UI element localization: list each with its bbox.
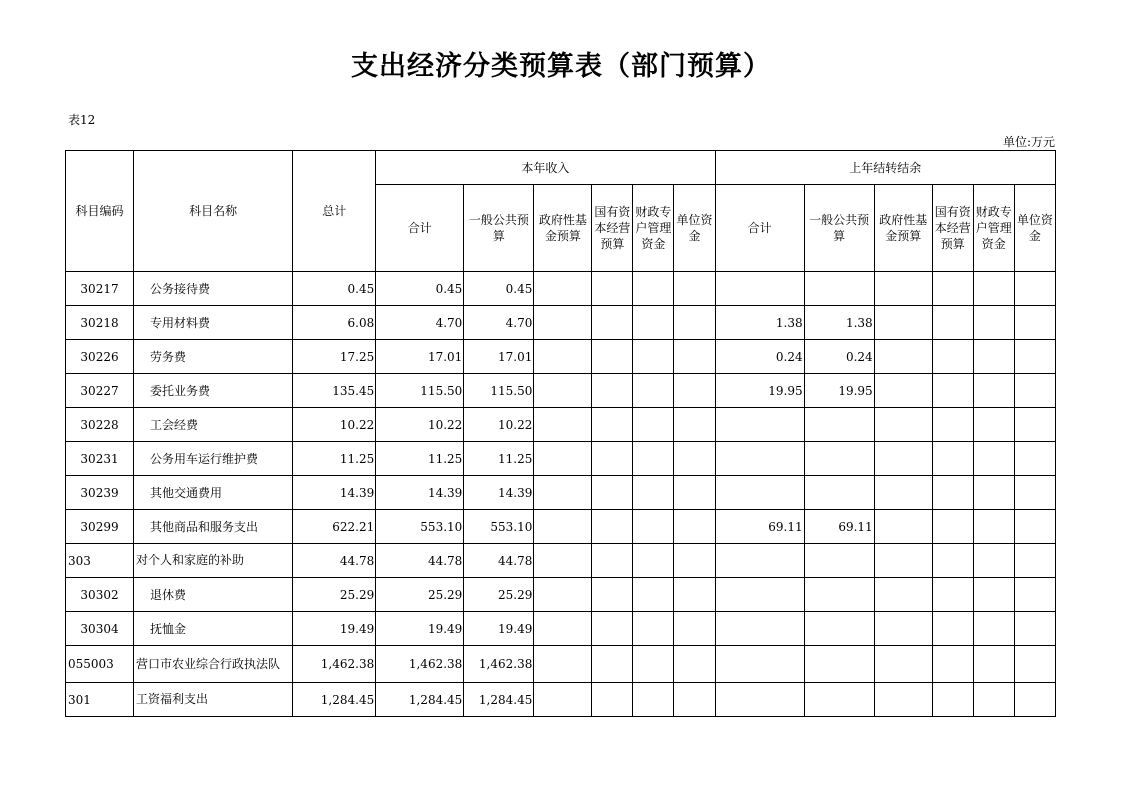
row-prev-unit-fund — [1014, 340, 1055, 374]
row-cur-state-capital — [592, 476, 633, 510]
row-name: 抚恤金 — [134, 612, 293, 646]
row-prev-unit-fund — [1014, 408, 1055, 442]
row-cur-fiscal-special — [633, 272, 674, 306]
table-row — [66, 442, 1056, 476]
row-code: 30299 — [66, 510, 134, 544]
row-cur-sum: 4.70 — [376, 306, 464, 340]
table-header — [66, 151, 1056, 272]
header-carryover: 上年结转结余 — [715, 151, 1055, 185]
table-row — [66, 510, 1056, 544]
row-prev-fiscal-special — [973, 374, 1014, 408]
row-prev-sum — [715, 442, 804, 476]
row-prev-sum — [715, 476, 804, 510]
row-cur-gov-fund — [534, 646, 592, 683]
row-cur-state-capital — [592, 646, 633, 683]
row-name: 退休费 — [134, 578, 293, 612]
row-prev-unit-fund — [1014, 476, 1055, 510]
header-cur-fiscal-special: 财政专户管理资金 — [633, 185, 674, 272]
row-cur-sum: 19.49 — [376, 612, 464, 646]
budget-table — [65, 150, 1056, 717]
row-cur-state-capital — [592, 272, 633, 306]
row-name: 公务接待费 — [134, 272, 293, 306]
row-cur-unit-fund — [674, 544, 715, 578]
unit-label: 单位:万元 — [1002, 135, 1055, 149]
row-name: 营口市农业综合行政执法队 — [134, 646, 293, 683]
header-cur-general: 一般公共预算 — [464, 185, 534, 272]
row-code: 30218 — [66, 306, 134, 340]
row-cur-state-capital — [592, 340, 633, 374]
row-cur-general: 4.70 — [464, 306, 534, 340]
header-current-income: 本年收入 — [376, 151, 715, 185]
row-prev-fiscal-special — [973, 683, 1014, 717]
row-prev-sum: 69.11 — [715, 510, 804, 544]
row-prev-unit-fund — [1014, 306, 1055, 340]
row-cur-general: 0.45 — [464, 272, 534, 306]
row-prev-sum: 1.38 — [715, 306, 804, 340]
row-cur-state-capital — [592, 578, 633, 612]
row-code: 30302 — [66, 578, 134, 612]
row-cur-general: 553.10 — [464, 510, 534, 544]
row-total: 135.45 — [293, 374, 376, 408]
row-prev-general — [804, 612, 874, 646]
row-prev-general — [804, 476, 874, 510]
row-total: 17.25 — [293, 340, 376, 374]
row-cur-fiscal-special — [633, 578, 674, 612]
row-code: 30304 — [66, 612, 134, 646]
row-cur-gov-fund — [534, 578, 592, 612]
row-prev-state-capital — [932, 578, 973, 612]
row-cur-general: 1,284.45 — [464, 683, 534, 717]
row-cur-fiscal-special — [633, 442, 674, 476]
row-cur-fiscal-special — [633, 340, 674, 374]
table-body — [66, 272, 1056, 717]
header-cur-state-capital: 国有资本经营预算 — [592, 185, 633, 272]
table-row — [66, 306, 1056, 340]
row-prev-sum — [715, 272, 804, 306]
row-prev-sum: 19.95 — [715, 374, 804, 408]
table-row — [66, 272, 1056, 306]
row-code: 30227 — [66, 374, 134, 408]
row-prev-sum — [715, 578, 804, 612]
row-prev-general — [804, 272, 874, 306]
row-cur-general: 10.22 — [464, 408, 534, 442]
row-prev-unit-fund — [1014, 578, 1055, 612]
row-prev-gov-fund — [874, 442, 932, 476]
row-cur-general: 1,462.38 — [464, 646, 534, 683]
row-cur-general: 25.29 — [464, 578, 534, 612]
row-name: 公务用车运行维护费 — [134, 442, 293, 476]
table-row — [66, 340, 1056, 374]
row-prev-state-capital — [932, 510, 973, 544]
row-cur-gov-fund — [534, 374, 592, 408]
row-cur-gov-fund — [534, 612, 592, 646]
table-row — [66, 476, 1056, 510]
row-prev-general: 0.24 — [804, 340, 874, 374]
row-code: 30228 — [66, 408, 134, 442]
row-code: 303 — [66, 544, 134, 578]
row-prev-general: 19.95 — [804, 374, 874, 408]
row-name: 劳务费 — [134, 340, 293, 374]
row-prev-fiscal-special — [973, 306, 1014, 340]
row-total: 0.45 — [293, 272, 376, 306]
row-cur-general: 44.78 — [464, 544, 534, 578]
row-total: 1,284.45 — [293, 683, 376, 717]
row-prev-fiscal-special — [973, 272, 1014, 306]
row-prev-gov-fund — [874, 646, 932, 683]
row-total: 10.22 — [293, 408, 376, 442]
row-prev-state-capital — [932, 544, 973, 578]
row-name: 对个人和家庭的补助 — [134, 544, 293, 578]
row-prev-fiscal-special — [973, 612, 1014, 646]
row-prev-gov-fund — [874, 544, 932, 578]
row-prev-fiscal-special — [973, 408, 1014, 442]
row-cur-fiscal-special — [633, 683, 674, 717]
row-cur-gov-fund — [534, 272, 592, 306]
row-cur-fiscal-special — [633, 476, 674, 510]
row-prev-unit-fund — [1014, 646, 1055, 683]
row-prev-general — [804, 408, 874, 442]
row-total: 6.08 — [293, 306, 376, 340]
table-number: 表12 — [68, 113, 96, 127]
row-prev-sum — [715, 683, 804, 717]
row-cur-general: 11.25 — [464, 442, 534, 476]
row-cur-unit-fund — [674, 683, 715, 717]
table-row — [66, 646, 1056, 683]
row-cur-gov-fund — [534, 683, 592, 717]
row-prev-gov-fund — [874, 374, 932, 408]
row-cur-fiscal-special — [633, 612, 674, 646]
row-cur-unit-fund — [674, 612, 715, 646]
row-prev-unit-fund — [1014, 510, 1055, 544]
row-cur-unit-fund — [674, 408, 715, 442]
row-cur-general: 115.50 — [464, 374, 534, 408]
row-cur-fiscal-special — [633, 544, 674, 578]
row-cur-state-capital — [592, 612, 633, 646]
row-cur-sum: 553.10 — [376, 510, 464, 544]
row-prev-fiscal-special — [973, 544, 1014, 578]
row-prev-state-capital — [932, 408, 973, 442]
row-cur-fiscal-special — [633, 646, 674, 683]
row-prev-unit-fund — [1014, 683, 1055, 717]
row-prev-general — [804, 442, 874, 476]
row-prev-general: 1.38 — [804, 306, 874, 340]
row-cur-general: 17.01 — [464, 340, 534, 374]
row-prev-sum — [715, 612, 804, 646]
row-prev-gov-fund — [874, 578, 932, 612]
row-cur-unit-fund — [674, 306, 715, 340]
row-cur-fiscal-special — [633, 510, 674, 544]
row-cur-gov-fund — [534, 544, 592, 578]
header-prev-sum: 合计 — [715, 185, 804, 272]
table-row — [66, 683, 1056, 717]
row-prev-gov-fund — [874, 476, 932, 510]
table-row — [66, 374, 1056, 408]
row-total: 25.29 — [293, 578, 376, 612]
row-prev-sum: 0.24 — [715, 340, 804, 374]
row-prev-state-capital — [932, 272, 973, 306]
row-prev-gov-fund — [874, 340, 932, 374]
row-prev-sum — [715, 408, 804, 442]
row-name: 其他交通费用 — [134, 476, 293, 510]
row-cur-fiscal-special — [633, 408, 674, 442]
row-total: 14.39 — [293, 476, 376, 510]
row-cur-unit-fund — [674, 340, 715, 374]
row-cur-gov-fund — [534, 442, 592, 476]
table-row — [66, 408, 1056, 442]
row-prev-general — [804, 683, 874, 717]
row-cur-general: 14.39 — [464, 476, 534, 510]
header-prev-fiscal-special: 财政专户管理资金 — [973, 185, 1014, 272]
row-prev-fiscal-special — [973, 578, 1014, 612]
row-cur-fiscal-special — [633, 306, 674, 340]
row-cur-gov-fund — [534, 340, 592, 374]
row-prev-gov-fund — [874, 683, 932, 717]
row-prev-state-capital — [932, 340, 973, 374]
header-cur-gov-fund: 政府性基金预算 — [534, 185, 592, 272]
row-prev-unit-fund — [1014, 272, 1055, 306]
row-prev-fiscal-special — [973, 510, 1014, 544]
header-name: 科目名称 — [134, 151, 293, 272]
row-cur-state-capital — [592, 683, 633, 717]
row-prev-unit-fund — [1014, 374, 1055, 408]
row-prev-state-capital — [932, 306, 973, 340]
row-name: 工会经费 — [134, 408, 293, 442]
row-cur-state-capital — [592, 374, 633, 408]
row-code: 301 — [66, 683, 134, 717]
row-cur-sum: 17.01 — [376, 340, 464, 374]
row-total: 44.78 — [293, 544, 376, 578]
header-prev-general: 一般公共预算 — [804, 185, 874, 272]
row-cur-unit-fund — [674, 272, 715, 306]
row-cur-unit-fund — [674, 476, 715, 510]
row-prev-state-capital — [932, 374, 973, 408]
row-cur-sum: 1,284.45 — [376, 683, 464, 717]
row-prev-fiscal-special — [973, 646, 1014, 683]
row-prev-gov-fund — [874, 306, 932, 340]
row-prev-state-capital — [932, 476, 973, 510]
row-cur-sum: 10.22 — [376, 408, 464, 442]
header-prev-state-capital: 国有资本经营预算 — [932, 185, 973, 272]
row-cur-state-capital — [592, 544, 633, 578]
row-cur-gov-fund — [534, 408, 592, 442]
row-name: 其他商品和服务支出 — [134, 510, 293, 544]
row-cur-sum: 25.29 — [376, 578, 464, 612]
header-prev-unit-fund: 单位资金 — [1014, 185, 1055, 272]
row-prev-gov-fund — [874, 612, 932, 646]
row-cur-unit-fund — [674, 510, 715, 544]
row-prev-unit-fund — [1014, 544, 1055, 578]
table-row — [66, 578, 1056, 612]
header-total: 总计 — [293, 151, 376, 272]
row-cur-sum: 14.39 — [376, 476, 464, 510]
row-cur-state-capital — [592, 306, 633, 340]
header-prev-gov-fund: 政府性基金预算 — [874, 185, 932, 272]
row-name: 委托业务费 — [134, 374, 293, 408]
row-cur-state-capital — [592, 442, 633, 476]
row-prev-general — [804, 544, 874, 578]
row-cur-gov-fund — [534, 476, 592, 510]
row-prev-state-capital — [932, 683, 973, 717]
row-cur-sum: 44.78 — [376, 544, 464, 578]
row-cur-gov-fund — [534, 306, 592, 340]
row-prev-gov-fund — [874, 408, 932, 442]
row-prev-fiscal-special — [973, 340, 1014, 374]
table-row — [66, 544, 1056, 578]
row-cur-unit-fund — [674, 646, 715, 683]
row-prev-general — [804, 646, 874, 683]
table-row — [66, 612, 1056, 646]
header-cur-unit-fund: 单位资金 — [674, 185, 715, 272]
row-prev-state-capital — [932, 612, 973, 646]
row-total: 1,462.38 — [293, 646, 376, 683]
row-prev-fiscal-special — [973, 442, 1014, 476]
row-cur-unit-fund — [674, 578, 715, 612]
row-cur-sum: 11.25 — [376, 442, 464, 476]
row-code: 055003 — [66, 646, 134, 683]
page-title: 支出经济分类预算表（部门预算） — [351, 51, 771, 82]
row-prev-general — [804, 578, 874, 612]
row-cur-state-capital — [592, 510, 633, 544]
row-prev-gov-fund — [874, 272, 932, 306]
row-cur-fiscal-special — [633, 374, 674, 408]
row-code: 30226 — [66, 340, 134, 374]
row-prev-sum — [715, 646, 804, 683]
row-prev-general: 69.11 — [804, 510, 874, 544]
header-code: 科目编码 — [66, 151, 134, 272]
row-total: 622.21 — [293, 510, 376, 544]
row-prev-unit-fund — [1014, 612, 1055, 646]
row-total: 11.25 — [293, 442, 376, 476]
row-prev-sum — [715, 544, 804, 578]
row-cur-unit-fund — [674, 374, 715, 408]
row-prev-fiscal-special — [973, 476, 1014, 510]
header-cur-sum: 合计 — [376, 185, 464, 272]
row-cur-state-capital — [592, 408, 633, 442]
row-code: 30239 — [66, 476, 134, 510]
row-cur-general: 19.49 — [464, 612, 534, 646]
row-name: 专用材料费 — [134, 306, 293, 340]
row-prev-state-capital — [932, 442, 973, 476]
row-cur-sum: 1,462.38 — [376, 646, 464, 683]
row-prev-state-capital — [932, 646, 973, 683]
row-code: 30231 — [66, 442, 134, 476]
row-total: 19.49 — [293, 612, 376, 646]
row-prev-unit-fund — [1014, 442, 1055, 476]
row-cur-sum: 115.50 — [376, 374, 464, 408]
row-cur-unit-fund — [674, 442, 715, 476]
row-cur-sum: 0.45 — [376, 272, 464, 306]
row-prev-gov-fund — [874, 510, 932, 544]
row-name: 工资福利支出 — [134, 683, 293, 717]
row-cur-gov-fund — [534, 510, 592, 544]
row-code: 30217 — [66, 272, 134, 306]
